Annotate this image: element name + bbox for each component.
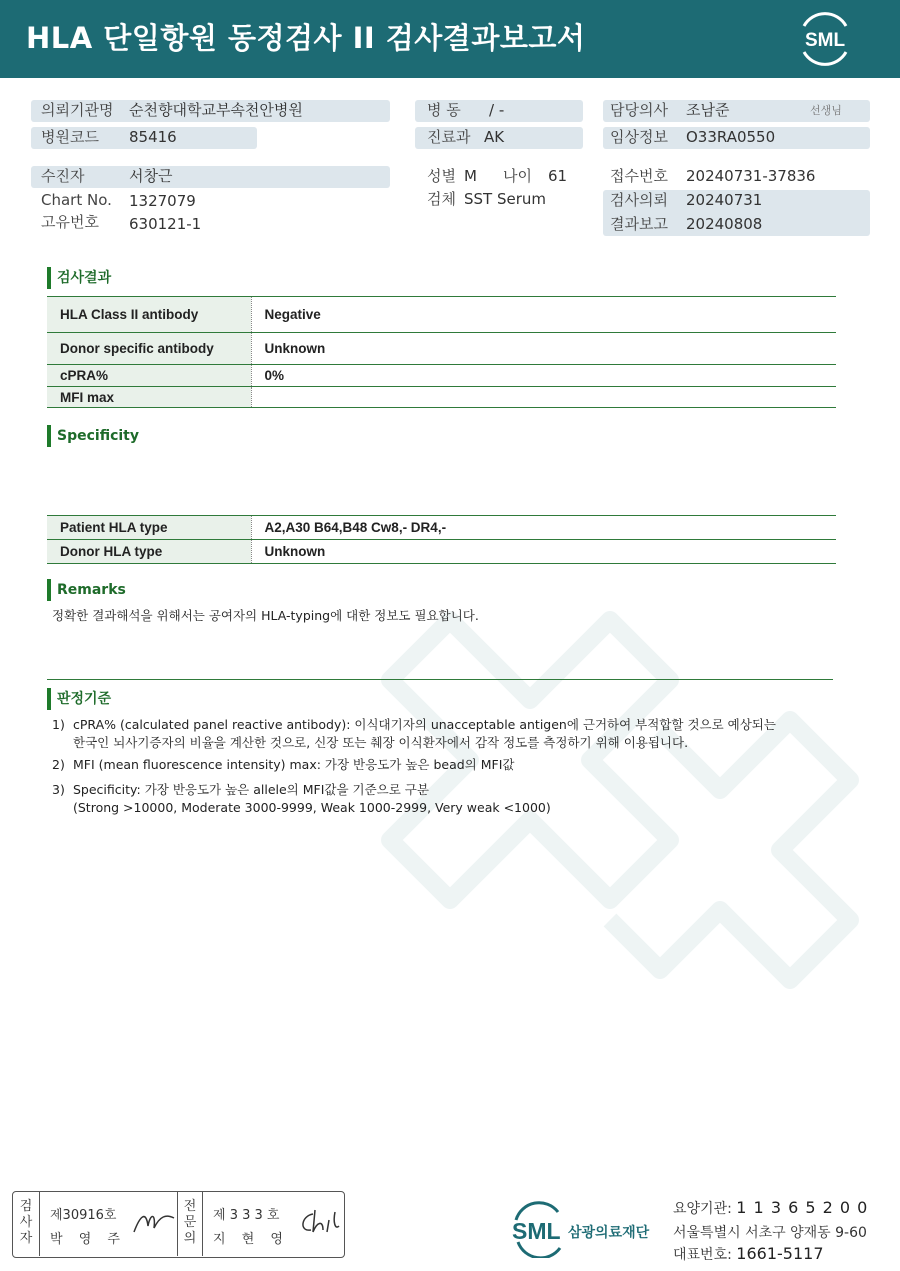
result-key: Donor specific antibody (47, 333, 251, 365)
inspector-no: 제30916호 (50, 1208, 117, 1223)
ward-label: 병 동 (427, 101, 461, 119)
sml-logo (796, 12, 854, 66)
hla-value: A2,A30 B64,B48 Cw8,- DR4,- (251, 516, 836, 540)
criteria-line: 한국인 뇌사기증자의 비율을 계산한 것으로, 신장 또는 췌장 이식환자에서 감작 정도를 측정하기 위해 이용됩니다. (73, 735, 689, 750)
hla-key: Donor HLA type (47, 540, 251, 564)
specimen-value: SST Serum (464, 190, 547, 208)
hla-key: Patient HLA type (47, 516, 251, 540)
report-header (0, 0, 900, 78)
table-row (47, 297, 836, 333)
request-date-value: 20240731 (686, 191, 763, 209)
clinical-info-value: O33RA0550 (686, 128, 776, 146)
hospital-code-value: 85416 (129, 128, 177, 146)
report-date-value: 20240808 (686, 215, 763, 233)
criteria-num: 2) (52, 757, 65, 772)
results-heading: 검사결과 (47, 267, 111, 289)
department-label: 진료과 (427, 128, 471, 146)
clinical-info-label: 임상정보 (610, 128, 668, 146)
care-code (673, 1198, 868, 1218)
org-address: 서울특별시 서초구 양재동 9-60 (673, 1225, 867, 1241)
phone-value: 1661-5117 (736, 1244, 824, 1263)
table-row (47, 516, 836, 540)
table-row (47, 387, 836, 408)
criteria-line: (Strong >10000, Moderate 3000-9999, Weak 1000-2999, Very weak <1000) (73, 800, 551, 815)
result-value: Unknown (251, 333, 836, 365)
result-value (251, 387, 836, 408)
doctor-suffix: 선생님 (810, 104, 842, 117)
doctor-label: 담당의사 (610, 101, 668, 119)
hospital-code-label: 병원코드 (41, 128, 99, 146)
phone-label: 대표번호: (673, 1247, 732, 1263)
criteria-heading: 판정기준 (47, 688, 111, 710)
specificity-heading: Specificity (47, 425, 139, 447)
department-value: AK (484, 128, 505, 146)
sex-value: M (464, 167, 477, 185)
org-name: 삼광의료재단 (568, 1225, 650, 1241)
criteria-line: MFI (mean fluorescence intensity) max: 가장 반응도가 높은 bead의 MFI값 (73, 757, 515, 772)
specialist-name: 지 현 영 (213, 1232, 289, 1247)
request-date-label: 검사의뢰 (610, 191, 668, 209)
hla-value: Unknown (251, 540, 836, 564)
unique-no-value: 630121-1 (129, 215, 202, 233)
sml-logo-text: SML (804, 30, 846, 51)
criteria-num: 3) (52, 782, 65, 797)
patient-value: 서창근 (129, 167, 173, 185)
table-row (47, 365, 836, 387)
result-value: 0% (251, 365, 836, 387)
report-title: HLA 단일항원 동정검사 II 검사결과보고서 (26, 21, 586, 55)
table-row (47, 333, 836, 365)
inspector-label: 검사자 (19, 1199, 33, 1246)
results-table (47, 296, 836, 408)
criteria-num: 1) (52, 717, 65, 732)
inspector-name: 박 영 주 (50, 1232, 126, 1247)
specialist-no: 제 3 3 3 호 (213, 1208, 280, 1223)
remarks-heading: Remarks (47, 579, 126, 601)
specimen-label: 검체 (427, 190, 456, 208)
criteria-line: Specificity: 가장 반응도가 높은 allele의 MFI값을 기준으로 구분 (73, 782, 429, 797)
result-key: cPRA% (47, 365, 251, 387)
unique-no-label: 고유번호 (41, 213, 99, 231)
org-logo (512, 1200, 672, 1258)
ward-value: / - (489, 101, 505, 119)
institution-label: 의뢰기관명 (41, 101, 114, 119)
patient-label: 수진자 (41, 167, 85, 185)
result-key: MFI max (47, 387, 251, 408)
doctor-value: 조남준 (686, 101, 730, 119)
care-code-value: 1 1 3 6 5 2 0 0 (736, 1198, 869, 1217)
specialist-label: 전문의 (183, 1199, 197, 1246)
sex-label: 성별 (427, 167, 456, 185)
reception-no-value: 20240731-37836 (686, 167, 816, 185)
hla-type-table (47, 515, 836, 564)
phone (673, 1244, 824, 1264)
signature-box (12, 1191, 345, 1258)
institution-value: 순천향대학교부속천안병원 (129, 101, 303, 119)
report-date-label: 결과보고 (610, 215, 668, 233)
criteria-line: cPRA% (calculated panel reactive antibody): 이식대기자의 unacceptable antigen에 근거하여 부적합할 것으로 예상되는 (73, 717, 776, 732)
reception-no-label: 접수번호 (610, 167, 668, 185)
age-value: 61 (548, 167, 568, 185)
inspector-signature (130, 1206, 178, 1238)
specialist-signature (295, 1206, 341, 1238)
result-key: HLA Class II antibody (47, 297, 251, 333)
table-row (47, 540, 836, 564)
divider (47, 679, 833, 680)
chart-no-value: 1327079 (129, 192, 196, 210)
result-value: Negative (251, 297, 836, 333)
age-label: 나이 (503, 167, 532, 185)
chart-no-label: Chart No. (41, 191, 112, 209)
remarks-text: 정확한 결과해석을 위해서는 공여자의 HLA-typing에 대한 정보도 필요합니다. (52, 608, 479, 623)
org-logo-text: SML (512, 1218, 561, 1244)
care-code-label: 요양기관: (673, 1201, 732, 1217)
